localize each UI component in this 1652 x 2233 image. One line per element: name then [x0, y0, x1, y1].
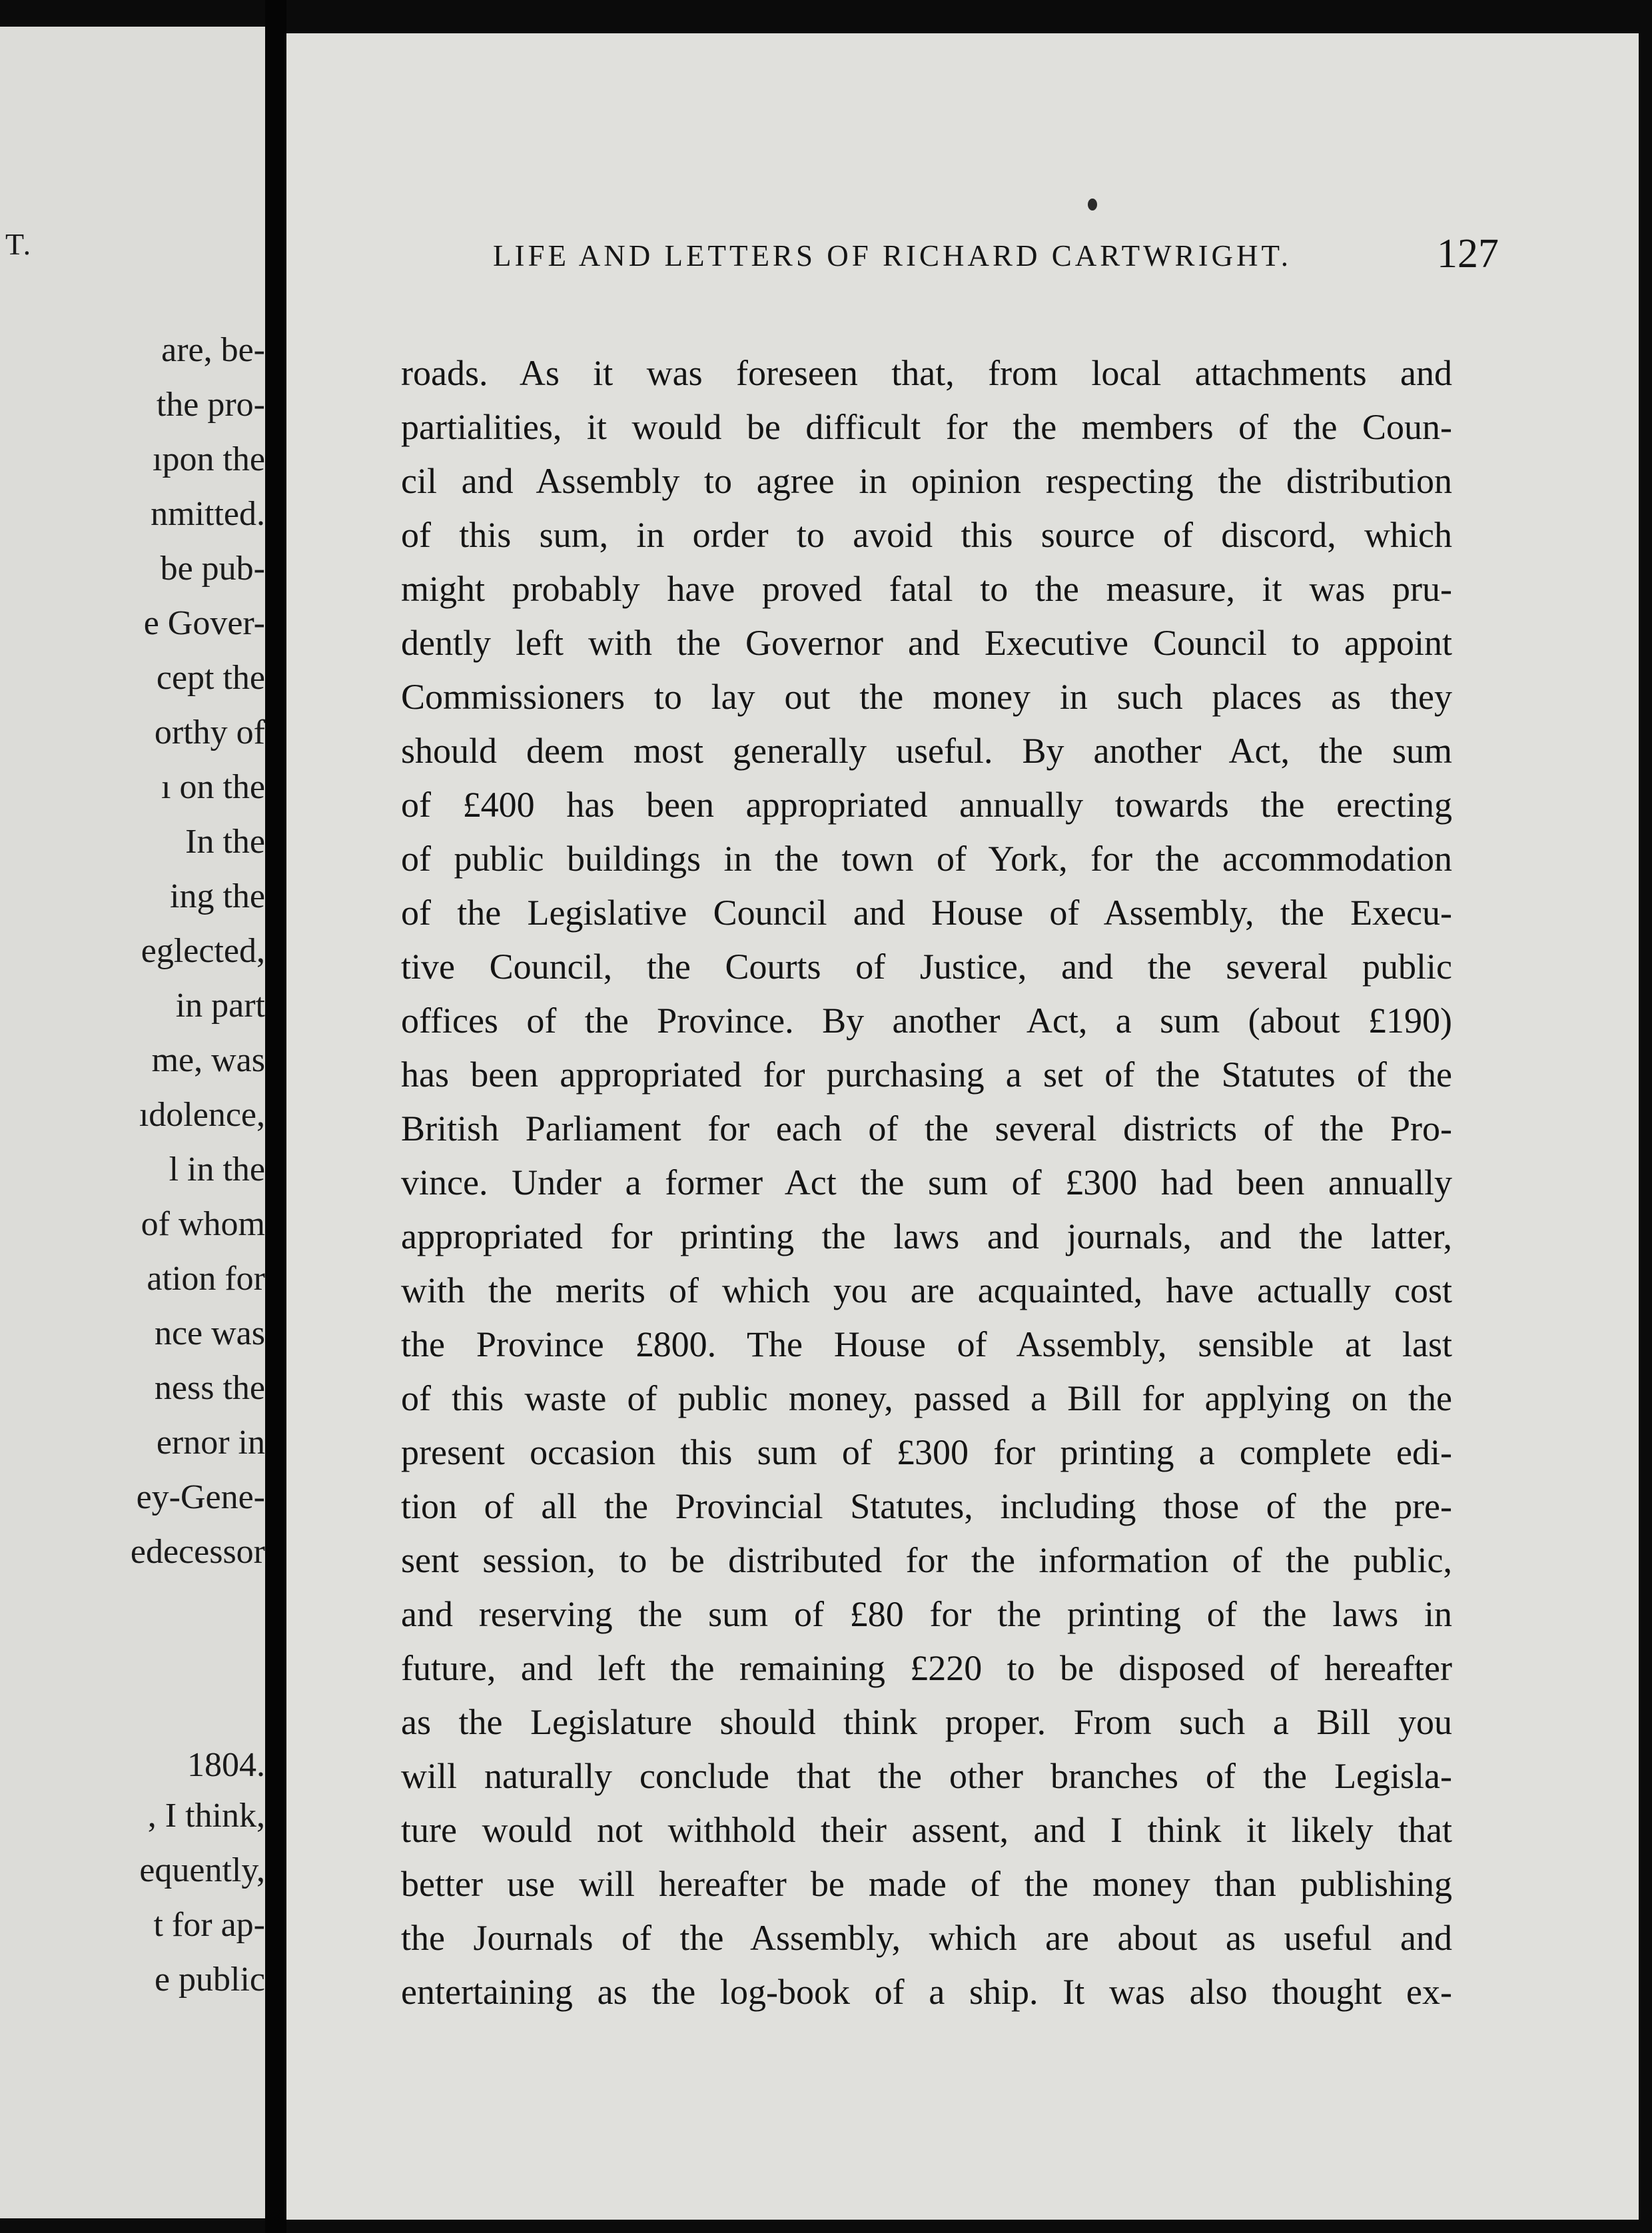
body-line: as the Legislature should think proper. From such a Bill you [401, 1702, 1452, 1742]
left-page-line: equently, [139, 1851, 265, 1889]
body-line: of public buildings in the town of York, for the accommodation [401, 839, 1452, 879]
left-page-line: me, was [151, 1041, 265, 1079]
body-line: of this sum, in order to avoid this source of discord, which [401, 515, 1452, 555]
body-line: will naturally conclude that the other branches of the Legisla- [401, 1756, 1452, 1796]
left-page-line: , I think, [147, 1797, 265, 1835]
body-line: Commissioners to lay out the money in such places as they [401, 677, 1452, 717]
left-page-line: ıdolence, [139, 1096, 265, 1134]
running-head: LIFE AND LETTERS OF RICHARD CARTWRIGHT. [493, 239, 1292, 272]
body-line: should deem most generally useful. By another Act, the sum [401, 731, 1452, 771]
left-page-line: in part [175, 987, 265, 1025]
right-page [286, 33, 1639, 2220]
left-page-line: ıpon the [153, 440, 265, 478]
left-page-line: ey-Gene- [136, 1478, 265, 1516]
left-page-line: orthy of [154, 713, 265, 751]
body-line: present occasion this sum of £300 for printing a complete edi- [401, 1432, 1452, 1472]
left-page-line: l in the [169, 1150, 265, 1188]
body-line: the Journals of the Assembly, which are about as useful and [401, 1918, 1452, 1958]
body-line: might probably have proved fatal to the measure, it was pru- [401, 569, 1452, 609]
left-page-line: In the [185, 823, 265, 861]
left-page-line: edecessor [130, 1533, 265, 1571]
left-page-line: t for ap- [153, 1906, 265, 1944]
left-page-line: ernor in [156, 1424, 265, 1462]
body-text [401, 346, 1452, 2019]
body-line: offices of the Province. By another Act, a sum (about £190) [401, 1001, 1452, 1041]
body-line: better use will hereafter be made of the money than publishing [401, 1864, 1452, 1904]
body-line: of the Legislative Council and House of Assembly, the Execu- [401, 893, 1452, 933]
body-line: vince. Under a former Act the sum of £300 had been annually [401, 1162, 1452, 1202]
body-line: entertaining as the log-book of a ship. It was also thought ex- [401, 1972, 1452, 2012]
body-line: cil and Assembly to agree in opinion respecting the distribution [401, 461, 1452, 501]
left-page-line: ı on the [161, 768, 265, 806]
left-page-line: e Gover- [143, 604, 265, 642]
body-line: partialities, it would be difficult for the members of the Coun- [401, 407, 1452, 447]
left-page-line: nce was [154, 1314, 265, 1352]
body-line: has been appropriated for purchasing a set of the Statutes of the [401, 1055, 1452, 1095]
body-line: tive Council, the Courts of Justice, and the several public [401, 947, 1452, 987]
body-line: and reserving the sum of £80 for the printing of the laws in [401, 1594, 1452, 1634]
book-gutter [265, 0, 286, 2233]
page-number: 127 [1437, 231, 1499, 276]
body-line: roads. As it was foreseen that, from local attachments and [401, 353, 1452, 393]
body-line: British Parliament for each of the several districts of the Pro- [401, 1109, 1452, 1148]
left-page-line: be pub- [160, 550, 265, 588]
left-page-line: ing the [170, 877, 265, 915]
left-page-line: e public [154, 1961, 265, 1999]
left-page-year: 1804. [187, 1746, 265, 1784]
body-line: tion of all the Provincial Statutes, including those of the pre- [401, 1486, 1452, 1526]
left-page-line: are, be- [161, 331, 265, 369]
left-page-line: the pro- [156, 386, 265, 424]
left-page-line: ness the [154, 1369, 265, 1407]
body-line: dently left with the Governor and Executive Council to appoint [401, 623, 1452, 663]
body-line: the Province £800. The House of Assembly, sensible at last [401, 1324, 1452, 1364]
left-facing-page [0, 27, 265, 2218]
left-page-line: of whom [141, 1205, 265, 1243]
body-line: of this waste of public money, passed a Bill for applying on the [401, 1378, 1452, 1418]
body-line: of £400 has been appropriated annually towards the erecting [401, 785, 1452, 825]
left-page-line: cept the [156, 659, 265, 697]
left-page-line: nmitted. [151, 495, 265, 533]
body-line: future, and left the remaining £220 to be disposed of hereafter [401, 1648, 1452, 1688]
body-line: appropriated for printing the laws and journals, and the latter, [401, 1216, 1452, 1256]
left-page-line: eglected, [141, 932, 265, 970]
body-line: ture would not withhold their assent, and I think it likely that [401, 1810, 1452, 1850]
left-running-head-fragment: T. [5, 227, 33, 261]
ink-smudge [1088, 199, 1097, 211]
left-page-line: ation for [147, 1260, 265, 1298]
body-line: with the merits of which you are acquainted, have actually cost [401, 1270, 1452, 1310]
body-line: sent session, to be distributed for the information of the public, [401, 1540, 1452, 1580]
